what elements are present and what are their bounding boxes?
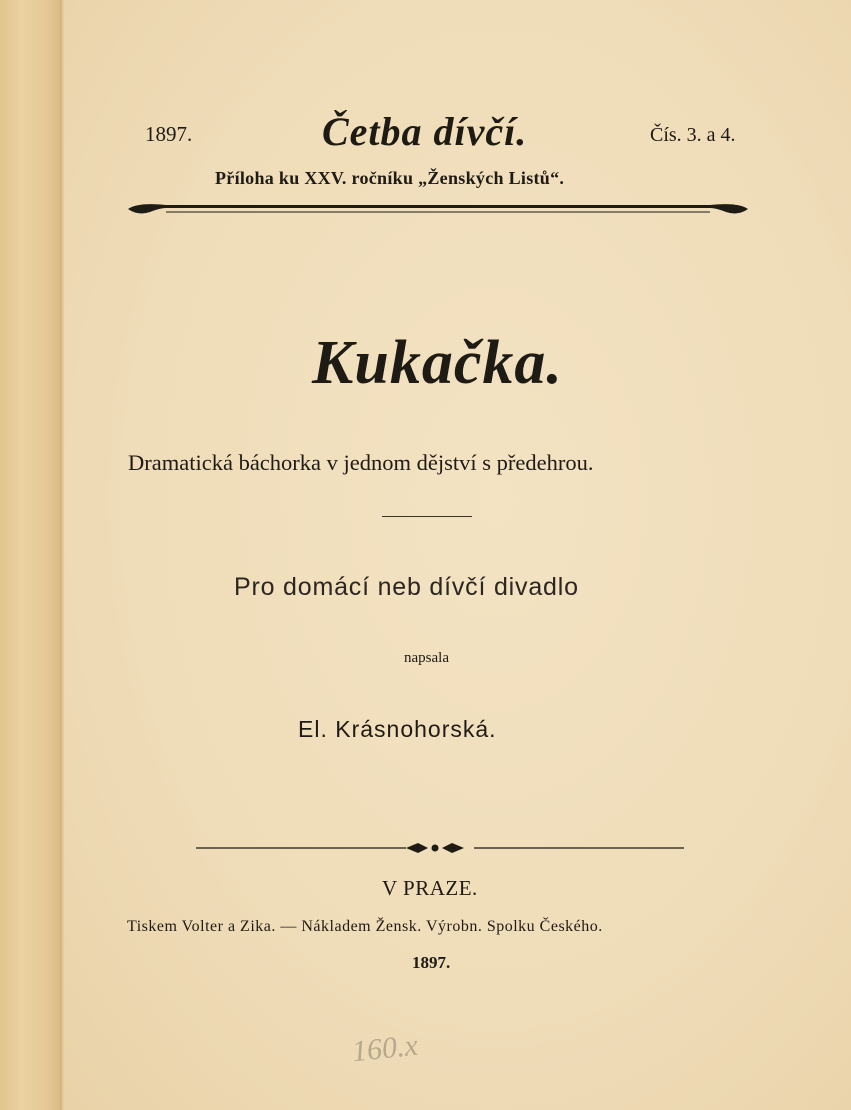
wrote-label: napsala xyxy=(404,650,449,666)
header-year: 1897. xyxy=(145,122,193,146)
title-page xyxy=(64,0,851,1110)
pencil-annotation: 160.x xyxy=(350,1028,420,1069)
play-subtitle: Dramatická báchorka v jednom dějství s předehrou. xyxy=(128,450,594,475)
supplement-line: Příloha ku XXV. ročníku „Ženských Listů“. xyxy=(215,168,565,188)
author-name: El. Krásnohorská. xyxy=(298,716,497,742)
imprint-year: 1897. xyxy=(412,953,451,972)
issue-number: Čís. 3. a 4. xyxy=(650,124,736,146)
imprint-publisher: Tiskem Volter a Zika. — Nákladem Žensk. Výrobn. Spolku Českého. xyxy=(127,918,603,935)
short-divider xyxy=(382,516,472,517)
play-title: Kukačka. xyxy=(312,329,563,397)
ornamental-rule xyxy=(196,838,684,858)
purpose-line: Pro domácí neb dívčí divadlo xyxy=(234,573,579,601)
book-spine xyxy=(0,0,62,1110)
series-title: Četba dívčí. xyxy=(322,109,528,154)
header-rule xyxy=(126,198,750,220)
imprint-place: V PRAZE. xyxy=(382,876,478,900)
